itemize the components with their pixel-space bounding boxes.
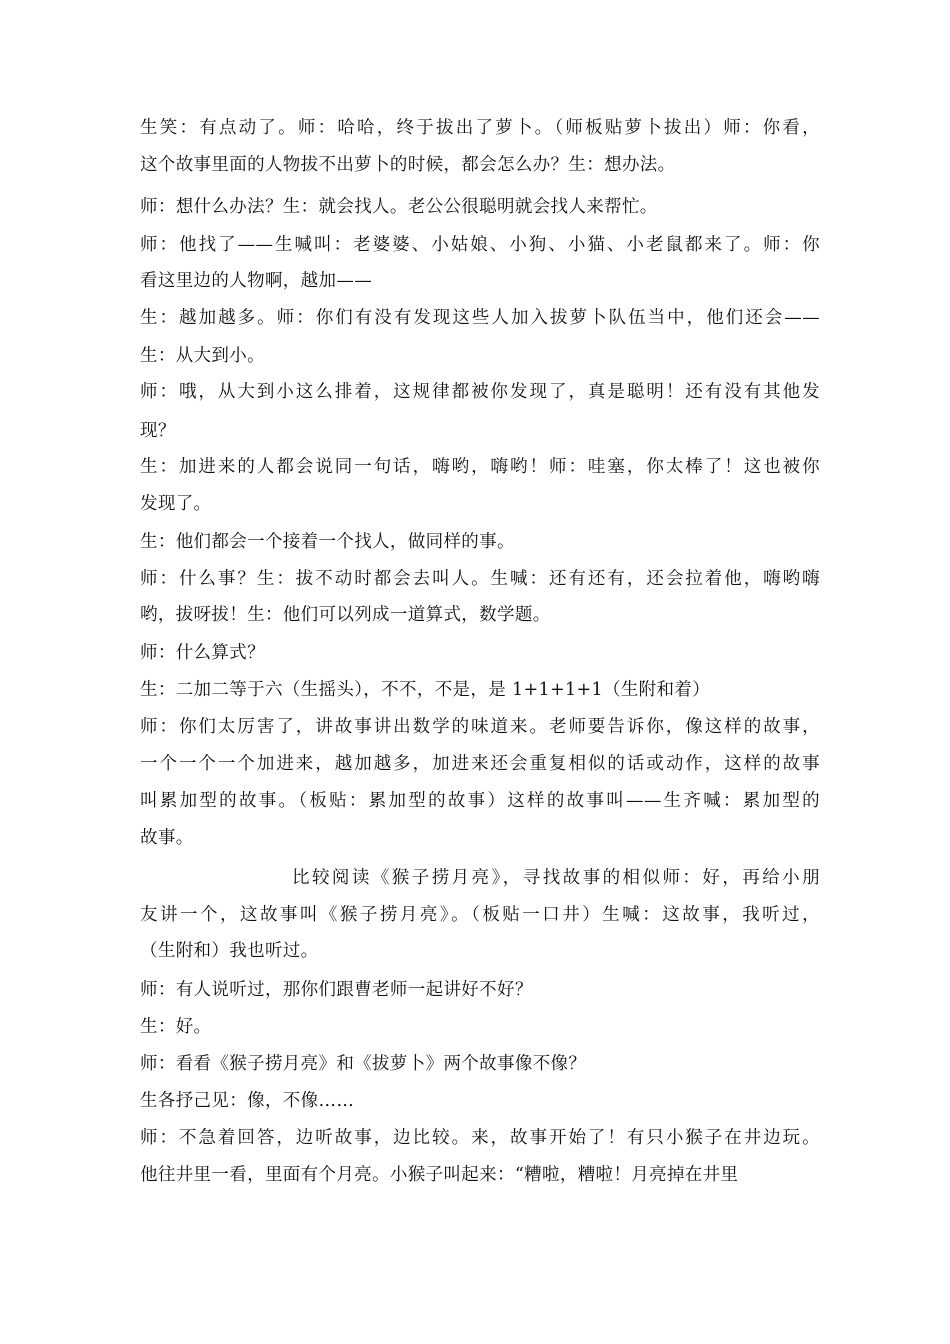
text-line: 师：想什么办法？生：就会找人。老公公很聪明就会找人来帮忙。 [140, 197, 658, 217]
text-line: 师：什么算式？ [140, 643, 265, 663]
text-line: 故事。 [140, 828, 194, 848]
text-line: 师：你们太厉害了，讲故事讲出数学的味道来。老师要告诉你，像这样的故事， [140, 717, 820, 737]
text-line: 师：他找了——生喊叫：老婆婆、小姑娘、小狗、小猫、小老鼠都来了。师：你 [140, 235, 820, 255]
text-line: （生附和）我也听过。 [140, 941, 319, 961]
section-heading-line: 比较阅读《猴子捞月亮》，寻找故事的相似师：好，再给小朋 [292, 868, 820, 888]
text-line: 发现了。 [140, 494, 212, 514]
text-line: 师：有人说听过，那你们跟曹老师一起讲好不好？ [140, 980, 533, 1000]
text-line: 生：越加越多。师：你们有没有发现这些人加入拔萝卜队伍当中，他们还会—— [140, 308, 820, 328]
text-line: 这个故事里面的人物拔不出萝卜的时候，都会怎么办？生：想办法。 [140, 155, 676, 175]
text-line: 生：他们都会一个接着一个找人，做同样的事。 [140, 532, 515, 552]
text-line: 叫累加型的故事。（板贴：累加型的故事）这样的故事叫——生齐喊：累加型的 [140, 791, 820, 811]
text-line: 生：加进来的人都会说同一句话，嗨哟，嗨哟！师：哇塞，你太棒了！这也被你 [140, 457, 820, 477]
text-line: 师：看看《猴子捞月亮》和《拔萝卜》两个故事像不像？ [140, 1054, 587, 1074]
text-line: 师：什么事？生：拔不动时都会去叫人。生喊：还有还有，还会拉着他，嗨哟嗨 [140, 569, 820, 589]
text-line: 友讲一个，这故事叫《猴子捞月亮》。（板贴一口井）生喊：这故事，我听过， [140, 905, 820, 925]
text-line: 师：哦，从大到小这么排着，这规律都被你发现了，真是聪明！还有没有其他发 [140, 382, 820, 402]
text-line: 生笑：有点动了。师：哈哈，终于拔出了萝卜。（师板贴萝卜拔出）师：你看， [140, 118, 820, 138]
text-line: 师：不急着回答，边听故事，边比较。来，故事开始了！有只小猴子在井边玩。 [140, 1128, 820, 1148]
text-line: 一个一个一个加进来，越加越多，加进来还会重复相似的话或动作，这样的故事 [140, 754, 820, 774]
text-line: 哟，拔呀拔！生：他们可以列成一道算式，数学题。 [140, 605, 551, 625]
text-line: 生：二加二等于六（生摇头），不不，不是，是 1+1+1+1（生附和着） [140, 680, 711, 700]
text-line: 生各抒己见：像，不像…… [140, 1091, 355, 1111]
text-line: 生：好。 [140, 1017, 212, 1037]
text-line: 现？ [140, 421, 176, 441]
text-line: 生：从大到小。 [140, 346, 265, 366]
text-line: 他往井里一看，里面有个月亮。小猴子叫起来：“糟啦，糟啦！月亮掉在井里 [140, 1165, 739, 1185]
text-line: 看这里边的人物啊，越加—— [140, 271, 373, 291]
